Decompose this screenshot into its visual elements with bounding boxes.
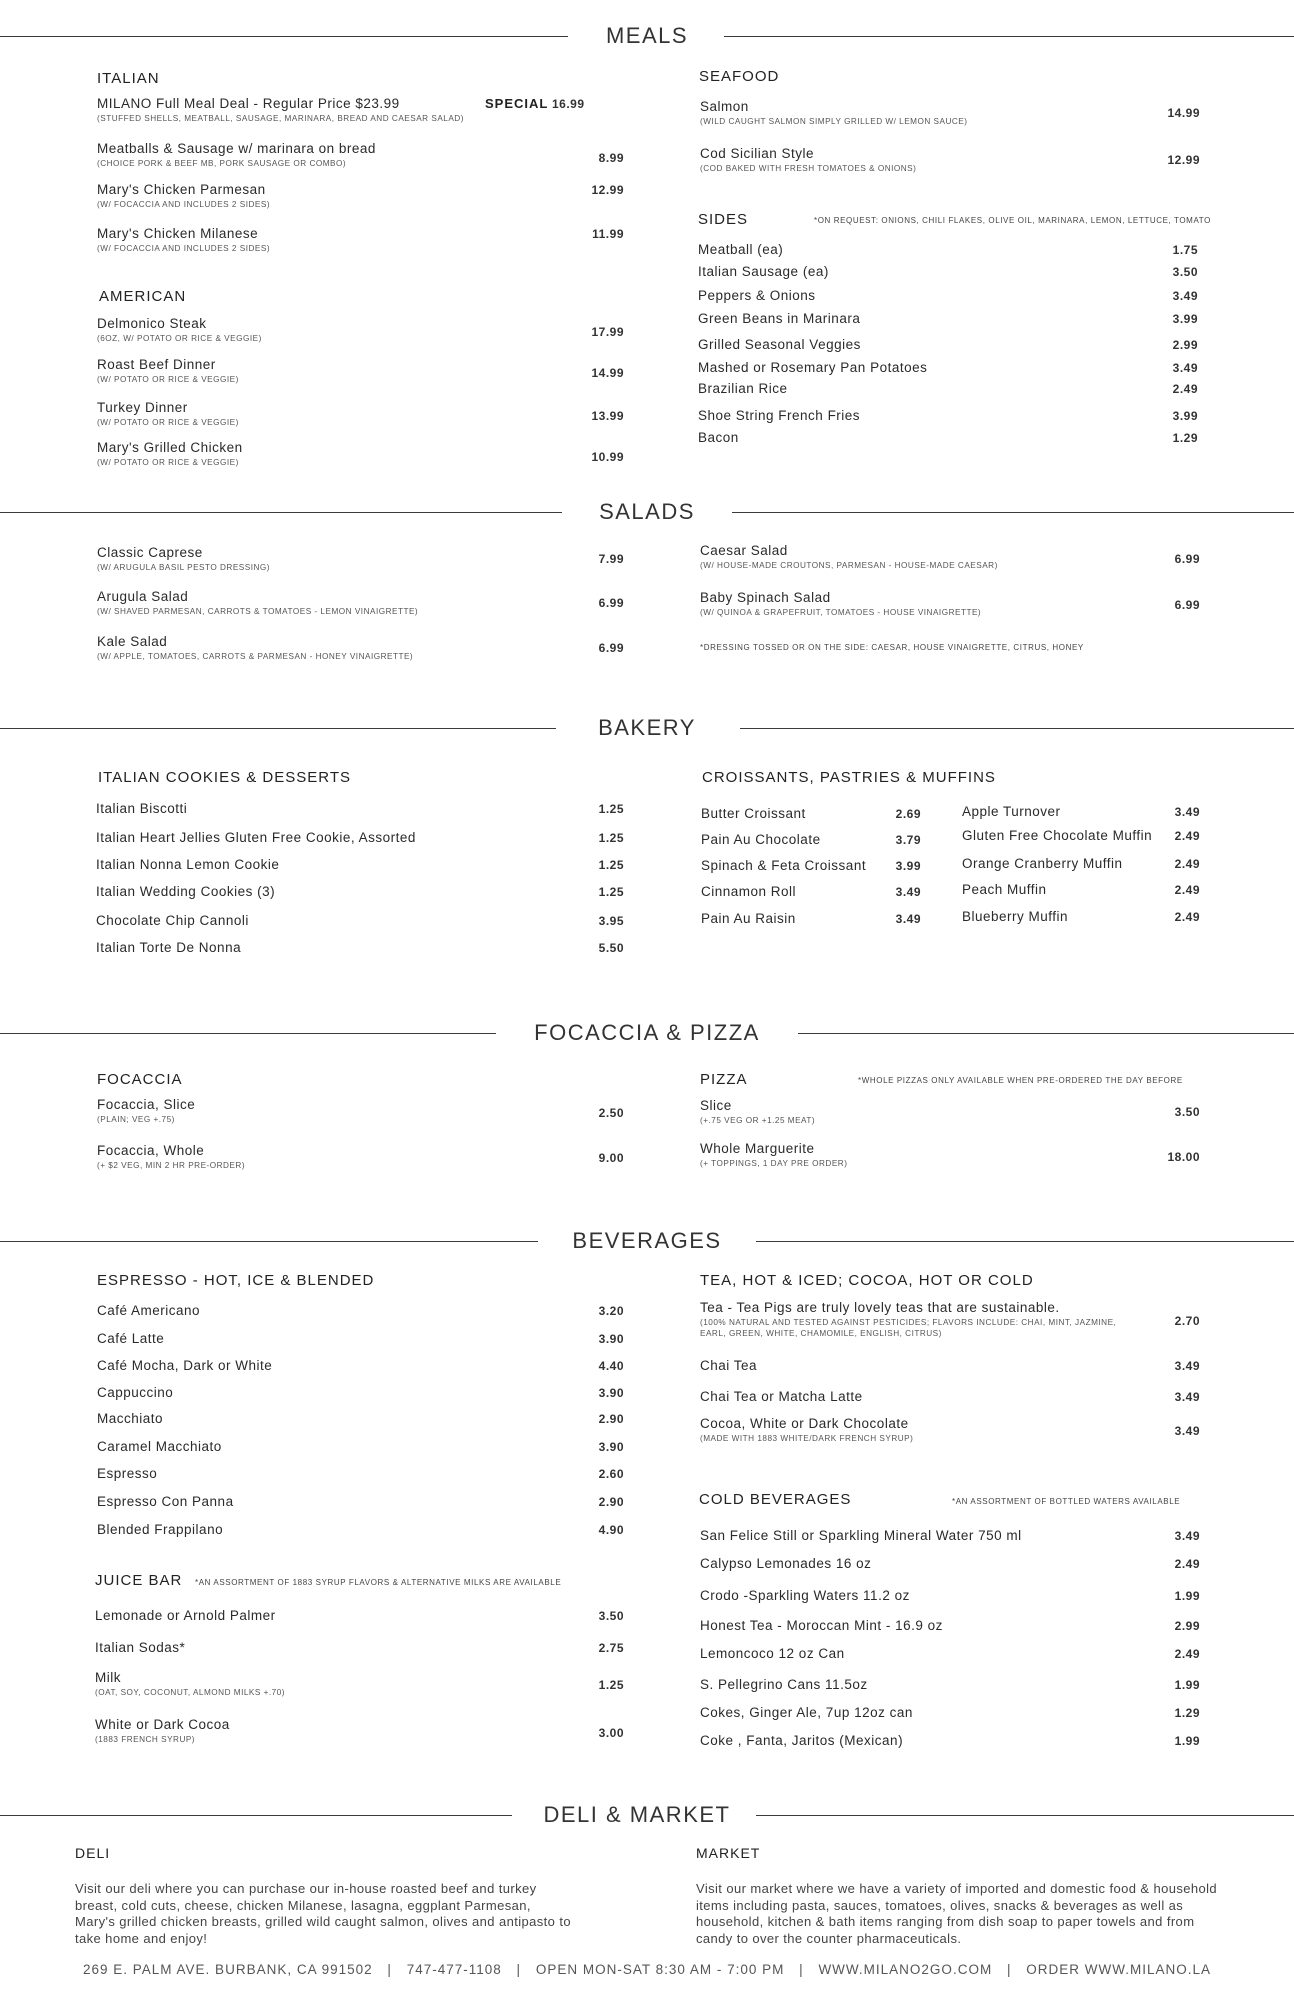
item-price: 3.99: [1172, 409, 1198, 423]
market-title: MARKET: [696, 1845, 761, 1861]
pastry-item: Apple Turnover 3.49: [962, 804, 1200, 819]
cookie-item: Italian Heart Jellies Gluten Free Cookie, Assorted 1.25: [96, 830, 624, 845]
item-name: Mary's Chicken Parmesan: [97, 182, 266, 197]
item-price: 1.25: [598, 802, 624, 816]
item-price: 4.40: [598, 1359, 624, 1373]
item-price: 3.49: [895, 912, 921, 926]
item-price: 3.90: [598, 1440, 624, 1454]
category-title-pizza: PIZZA: [700, 1071, 748, 1088]
footer-website-link[interactable]: WWW.MILANO2GO.COM: [818, 1962, 993, 1977]
section-title-focaccia-pizza: FOCACCIA & PIZZA: [514, 1020, 780, 1045]
item-description: (W/ FOCACCIA AND INCLUDES 2 SIDES): [97, 244, 271, 253]
item-price: 5.50: [598, 941, 624, 955]
item-description: (6OZ, W/ POTATO OR RICE & VEGGIE): [97, 334, 262, 343]
item-description: (+.75 VEG OR +1.25 MEAT): [700, 1116, 816, 1125]
side-item: Grilled Seasonal Veggies 2.99: [698, 337, 1198, 352]
item-description: (+ TOPPINGS, 1 DAY PRE ORDER): [700, 1159, 848, 1168]
menu-item: [700, 1416, 1200, 1443]
footer-phone[interactable]: 747-477-1108: [406, 1962, 502, 1977]
menu-item: [700, 1141, 1200, 1168]
menu-item: [95, 1717, 624, 1744]
item-price: 8.99: [598, 151, 624, 165]
item-description: (W/ QUINOA & GRAPEFRUIT, TOMATOES - HOUSE VINAIGRETTE): [700, 608, 982, 617]
item-price: 2.90: [598, 1495, 624, 1509]
item-description: (W/ POTATO OR RICE & VEGGIE): [97, 458, 239, 467]
item-price: 18.00: [1167, 1150, 1200, 1164]
menu-item: [97, 316, 624, 343]
italian-category: [97, 70, 607, 87]
drink-item: Café Americano 3.20: [97, 1303, 624, 1318]
pastry-item: Pain Au Chocolate 3.79: [701, 832, 921, 847]
footer-divider: |: [799, 1962, 804, 1977]
pastry-item: Spinach & Feta Croissant 3.99: [701, 858, 921, 873]
item-price: 1.99: [1174, 1678, 1200, 1692]
drink-item: Coke , Fanta, Jaritos (Mexican) 1.99: [700, 1733, 1200, 1748]
item-price: 2.49: [1174, 829, 1200, 843]
pastry-item: Butter Croissant 2.69: [701, 806, 921, 821]
item-name: Focaccia, Slice: [97, 1097, 196, 1112]
item-name: Caesar Salad: [700, 543, 788, 558]
item-price: 2.50: [598, 1106, 624, 1120]
item-price: 1.25: [598, 858, 624, 872]
juice-note: *AN ASSORTMENT OF 1883 SYRUP FLAVORS & ALTERNATIVE MILKS ARE AVAILABLE: [195, 1578, 562, 1587]
cold-list: [700, 1528, 1200, 1755]
item-price: 3.49: [1174, 805, 1200, 819]
item-name: Slice: [700, 1098, 732, 1113]
item-description: (100% NATURAL AND TESTED AGAINST PESTICIDES; FLAVORS INCLUDE: CHAI, MINT, JAZMINE,: [700, 1318, 1117, 1327]
side-item: Meatball (ea) 1.75: [698, 242, 1198, 257]
sides-note: *ON REQUEST: ONIONS, CHILI FLAKES, OLIVE OIL, MARINARA, LEMON, LETTUCE, TOMATO: [814, 216, 1211, 225]
category-title-seafood: SEAFOOD: [699, 68, 780, 85]
menu-item: [700, 1389, 1200, 1404]
item-name: Chai Tea or Matcha Latte: [700, 1389, 863, 1404]
pastry-item: Peach Muffin 2.49: [962, 882, 1200, 897]
menu-item: [97, 182, 624, 209]
item-description: (W/ APPLE, TOMATOES, CARROTS & PARMESAN - HONEY VINAIGRETTE): [97, 652, 414, 661]
item-price: 3.50: [1174, 1105, 1200, 1119]
item-price: 17.99: [591, 325, 624, 339]
item-description: (1883 FRENCH SYRUP): [95, 1735, 196, 1744]
item-price: 1.29: [1172, 431, 1198, 445]
market-block: [696, 1845, 1222, 1947]
pastry-item: Pain Au Raisin 3.49: [701, 911, 921, 926]
item-price: 3.90: [598, 1332, 624, 1346]
item-price: 3.49: [1174, 1390, 1200, 1404]
menu-item: [700, 146, 1200, 173]
item-name: Delmonico Steak: [97, 316, 207, 331]
item-description-cont: EARL, GREEN, WHITE, CHAMOMILE, ENGLISH, CITRUS): [700, 1329, 942, 1338]
pastry-item: Blueberry Muffin 2.49: [962, 909, 1200, 924]
espresso-list: [97, 1303, 624, 1544]
item-name: Cod Sicilian Style: [700, 146, 815, 161]
pastries-list-right: [962, 804, 1200, 931]
item-price: 2.49: [1174, 1647, 1200, 1661]
sides-list: [698, 242, 1198, 452]
menu-item: [95, 1608, 624, 1623]
item-name: Cocoa, White or Dark Chocolate: [700, 1416, 909, 1431]
menu-item: [700, 1358, 1200, 1373]
item-price: 12.99: [1167, 153, 1200, 167]
item-price: 10.99: [591, 450, 624, 464]
menu-item: [700, 1098, 1200, 1125]
pastries-list-left: [701, 806, 921, 933]
item-name: White or Dark Cocoa: [95, 1717, 230, 1732]
item-price: 2.49: [1174, 1557, 1200, 1571]
item-price: 3.90: [598, 1386, 624, 1400]
item-price: 3.49: [1174, 1529, 1200, 1543]
item-name: Arugula Salad: [97, 589, 189, 604]
menu-item: [700, 590, 1200, 617]
menu-item: [95, 1640, 624, 1655]
item-name: Salmon: [700, 99, 749, 114]
cookie-item: Italian Wedding Cookies (3) 1.25: [96, 884, 624, 899]
section-title-bakery: BAKERY: [578, 715, 716, 740]
item-description: (+ $2 VEG, MIN 2 HR PRE-ORDER): [97, 1161, 246, 1170]
item-price: 1.25: [598, 831, 624, 845]
item-price: 3.49: [1172, 289, 1198, 303]
deli-title: DELI: [75, 1845, 111, 1861]
item-price: 3.50: [1172, 265, 1198, 279]
drink-item: Café Latte 3.90: [97, 1331, 624, 1346]
item-price: 1.99: [1174, 1589, 1200, 1603]
menu-item: [97, 545, 624, 572]
item-description: (PLAIN; VEG +.75): [97, 1115, 175, 1124]
side-item: Brazilian Rice 2.49: [698, 381, 1198, 396]
tea-category: [700, 1272, 1034, 1289]
cookie-item: Italian Torte De Nonna 5.50: [96, 940, 624, 955]
item-price: 2.49: [1174, 910, 1200, 924]
pastry-item: Orange Cranberry Muffin 2.49: [962, 856, 1200, 871]
menu-item: [700, 1300, 1200, 1338]
item-description: (W/ ARUGULA BASIL PESTO DRESSING): [97, 563, 271, 572]
menu-item: [95, 1670, 624, 1697]
category-title-juice: JUICE BAR: [95, 1572, 183, 1589]
footer-divider: |: [1006, 1962, 1012, 1977]
drink-item: Calypso Lemonades 16 oz 2.49: [700, 1556, 1200, 1571]
category-title-tea: TEA, HOT & ICED; COCOA, HOT OR COLD: [700, 1272, 1034, 1289]
side-item: Italian Sausage (ea) 3.50: [698, 264, 1198, 279]
item-name: Turkey Dinner: [97, 400, 188, 415]
pizza-category: [700, 1071, 1260, 1089]
menu-item: [97, 589, 624, 616]
item-price: 3.49: [1174, 1359, 1200, 1373]
section-title-salads: SALADS: [579, 499, 715, 524]
pizza-note: *WHOLE PIZZAS ONLY AVAILABLE WHEN PRE-ORDERED THE DAY BEFORE: [858, 1076, 1183, 1085]
section-header-meals: [0, 21, 1294, 51]
item-description: (OAT, SOY, COCONUT, ALMOND MILKS +.70): [95, 1688, 285, 1697]
item-price: 3.79: [895, 833, 921, 847]
item-name: Italian Sodas*: [95, 1640, 186, 1655]
item-price: 11.99: [592, 227, 624, 241]
pastries-category: [702, 769, 996, 786]
sides-category: [698, 211, 1258, 229]
item-name: Roast Beef Dinner: [97, 357, 216, 372]
focaccia-category: [97, 1071, 183, 1088]
section-header-focaccia-pizza: [0, 1018, 1294, 1048]
item-price: 1.99: [1174, 1734, 1200, 1748]
side-item: Peppers & Onions 3.49: [698, 288, 1198, 303]
item-price: 2.49: [1174, 883, 1200, 897]
item-description: (W/ HOUSE-MADE CROUTONS, PARMESAN - HOUSE-MADE CAESAR): [700, 561, 998, 570]
item-price: 3.49: [1174, 1424, 1200, 1438]
side-item: Green Beans in Marinara 3.99: [698, 311, 1198, 326]
section-header-deli-market: [0, 1800, 1294, 1830]
special-badge: SPECIAL: [485, 96, 549, 111]
item-description: (COD BAKED WITH FRESH TOMATOES & ONIONS): [700, 164, 917, 173]
category-title-cookies: ITALIAN COOKIES & DESSERTS: [98, 769, 352, 786]
cookies-list: [96, 801, 624, 962]
item-price: 3.50: [598, 1609, 624, 1623]
menu-item: [97, 357, 624, 384]
section-title-beverages: BEVERAGES: [552, 1228, 741, 1253]
footer-address: 269 E. PALM AVE. BURBANK, CA 991502: [83, 1962, 373, 1977]
item-price: 6.99: [1174, 598, 1200, 612]
item-price: 3.95: [598, 914, 624, 928]
item-price: 2.99: [1172, 338, 1198, 352]
section-title-deli-market: DELI & MARKET: [524, 1802, 751, 1827]
item-price: 9.00: [598, 1151, 624, 1165]
section-header-bakery: [0, 713, 1294, 743]
category-title-american: AMERICAN: [99, 288, 187, 305]
menu-item: [700, 543, 1200, 570]
cookie-item: Italian Biscotti 1.25: [96, 801, 624, 816]
pastry-item: Cinnamon Roll 3.49: [701, 884, 921, 899]
market-description: Visit our market where we have a variety of imported and domestic food & household items including pasta, sauces, tomatoes, olives, snacks & beverages as well as household, kitchen & bath items ranging from dish soap to paper towels and from candy to over the counter pharmaceuticals.: [696, 1881, 1218, 1946]
section-header-beverages: [0, 1226, 1294, 1256]
category-title-focaccia: FOCACCIA: [97, 1071, 183, 1088]
item-price: 3.99: [895, 859, 921, 873]
item-price: 2.99: [1174, 1619, 1200, 1633]
menu-item: [97, 141, 624, 168]
item-price: 4.90: [598, 1523, 624, 1537]
cookie-item: Chocolate Chip Cannoli 3.95: [96, 913, 624, 928]
drink-item: Espresso 2.60: [97, 1466, 624, 1481]
side-item: Bacon 1.29: [698, 430, 1198, 445]
item-description: (MADE WITH 1883 WHITE/DARK FRENCH SYRUP): [700, 1434, 914, 1443]
item-price: 6.99: [598, 641, 624, 655]
item-name: Mary's Grilled Chicken: [97, 440, 243, 455]
item-name: Milk: [95, 1670, 121, 1685]
drink-item: Honest Tea - Moroccan Mint - 16.9 oz 2.99: [700, 1618, 1200, 1633]
cold-category: [699, 1491, 1259, 1509]
item-name: Tea - Tea Pigs are truly lovely teas that are sustainable.: [700, 1300, 1060, 1315]
side-item: Mashed or Rosemary Pan Potatoes 3.49: [698, 360, 1198, 375]
item-price: 14.99: [591, 366, 624, 380]
drink-item: S. Pellegrino Cans 11.5oz 1.99: [700, 1677, 1200, 1692]
footer: [0, 1962, 1294, 1977]
deli-description: Visit our deli where you can purchase our in-house roasted beef and turkey breast, cold cuts, cheese, chicken Milanese, lasagna, eggplant Parmesan, Mary's grilled chicken breasts, grilled wild caught salmon, olives and antipasto to take home and enjoy!: [75, 1881, 571, 1946]
item-price: 2.49: [1172, 382, 1198, 396]
cold-note: *AN ASSORTMENT OF BOTTLED WATERS AVAILABLE: [952, 1497, 1181, 1506]
menu-item: [97, 96, 607, 123]
item-name: Meatballs & Sausage w/ marinara on bread: [97, 141, 376, 156]
drink-item: Café Mocha, Dark or White 4.40: [97, 1358, 624, 1373]
item-price: 3.49: [895, 885, 921, 899]
deli-block: [75, 1845, 575, 1947]
item-description: (CHOICE PORK & BEEF MB, PORK SAUSAGE OR COMBO): [97, 159, 347, 168]
item-price: 1.25: [598, 885, 624, 899]
item-description: (W/ SHAVED PARMESAN, CARROTS & TOMATOES - LEMON VINAIGRETTE): [97, 607, 419, 616]
cookies-category: [98, 769, 351, 786]
category-title-cold: COLD BEVERAGES: [699, 1491, 852, 1508]
espresso-category: [97, 1272, 374, 1289]
item-price: 2.60: [598, 1467, 624, 1481]
footer-divider: |: [516, 1962, 522, 1977]
footer-divider: |: [387, 1962, 392, 1977]
section-title-meals: MEALS: [586, 23, 708, 48]
side-item: Shoe String French Fries 3.99: [698, 408, 1198, 423]
item-price: 2.49: [1174, 857, 1200, 871]
category-title-sides: SIDES: [698, 211, 749, 228]
item-price: 2.70: [1174, 1314, 1200, 1328]
item-price: 1.29: [1174, 1706, 1200, 1720]
drink-item: Caramel Macchiato 3.90: [97, 1439, 624, 1454]
item-price: 2.90: [598, 1412, 624, 1426]
item-name: Chai Tea: [700, 1358, 758, 1373]
item-price: 13.99: [591, 409, 624, 423]
item-name: Classic Caprese: [97, 545, 203, 560]
menu-item: [97, 634, 624, 661]
item-name: Lemonade or Arnold Palmer: [95, 1608, 276, 1623]
item-description: (STUFFED SHELLS, MEATBALL, SAUSAGE, MARINARA, BREAD AND CAESAR SALAD): [97, 114, 464, 123]
item-price: 3.20: [598, 1304, 624, 1318]
category-title-pastries: CROISSANTS, PASTRIES & MUFFINS: [702, 769, 996, 786]
item-price: 7.99: [598, 552, 624, 566]
pastry-item: Gluten Free Chocolate Muffin 2.49: [962, 828, 1200, 843]
item-name: Kale Salad: [97, 634, 168, 649]
menu-item: [97, 1097, 624, 1124]
item-price: 16.99: [552, 97, 585, 111]
menu-item: [700, 99, 1200, 126]
item-name: Mary's Chicken Milanese: [97, 226, 259, 241]
item-price: 12.99: [591, 183, 624, 197]
item-price: 3.49: [1172, 361, 1198, 375]
menu-item: [97, 226, 624, 253]
item-name: Whole Marguerite: [700, 1141, 815, 1156]
seafood-category: [699, 68, 779, 85]
item-name: Baby Spinach Salad: [700, 590, 831, 605]
drink-item: Crodo -Sparkling Waters 11.2 oz 1.99: [700, 1588, 1200, 1603]
drink-item: San Felice Still or Sparkling Mineral Water 750 ml 3.49: [700, 1528, 1200, 1543]
item-price: 2.69: [895, 807, 921, 821]
item-description: (WILD CAUGHT SALMON SIMPLY GRILLED W/ LEMON SAUCE): [700, 117, 968, 126]
item-name: MILANO Full Meal Deal - Regular Price $23.99: [97, 96, 400, 111]
item-price: 1.25: [598, 1678, 624, 1692]
drink-item: Cappuccino 3.90: [97, 1385, 624, 1400]
drink-item: Blended Frappilano 4.90: [97, 1522, 624, 1537]
item-price: 6.99: [1174, 552, 1200, 566]
footer-hours: OPEN MON-SAT 8:30 AM - 7:00 PM: [535, 1962, 785, 1977]
drink-item: Cokes, Ginger Ale, 7up 12oz can 1.29: [700, 1705, 1200, 1720]
footer-order-link[interactable]: ORDER WWW.MILANO.LA: [1026, 1962, 1211, 1977]
category-title-espresso: ESPRESSO - HOT, ICE & BLENDED: [97, 1272, 375, 1289]
drink-item: Espresso Con Panna 2.90: [97, 1494, 624, 1509]
item-price: 6.99: [598, 596, 624, 610]
category-title-italian: ITALIAN: [97, 70, 160, 87]
cookie-item: Italian Nonna Lemon Cookie 1.25: [96, 857, 624, 872]
item-price: 3.99: [1172, 312, 1198, 326]
item-price: 1.75: [1172, 243, 1198, 257]
juice-category: [95, 1572, 655, 1590]
item-price: 3.00: [598, 1726, 624, 1740]
section-header-salads: [0, 497, 1294, 527]
dressing-note: *DRESSING TOSSED OR ON THE SIDE: CAESAR, HOUSE VINAIGRETTE, CITRUS, HONEY: [700, 643, 1084, 652]
item-price: 2.75: [598, 1641, 624, 1655]
american-category: [99, 288, 186, 305]
menu-item: [97, 440, 624, 467]
drink-item: Macchiato 2.90: [97, 1411, 624, 1426]
item-description: (W/ POTATO OR RICE & VEGGIE): [97, 375, 239, 384]
item-name: Focaccia, Whole: [97, 1143, 205, 1158]
item-description: (W/ POTATO OR RICE & VEGGIE): [97, 418, 239, 427]
item-description: (W/ FOCACCIA AND INCLUDES 2 SIDES): [97, 200, 271, 209]
menu-item: [97, 400, 624, 427]
menu-item: [97, 1143, 624, 1170]
drink-item: Lemoncoco 12 oz Can 2.49: [700, 1646, 1200, 1661]
item-price: 14.99: [1167, 106, 1200, 120]
